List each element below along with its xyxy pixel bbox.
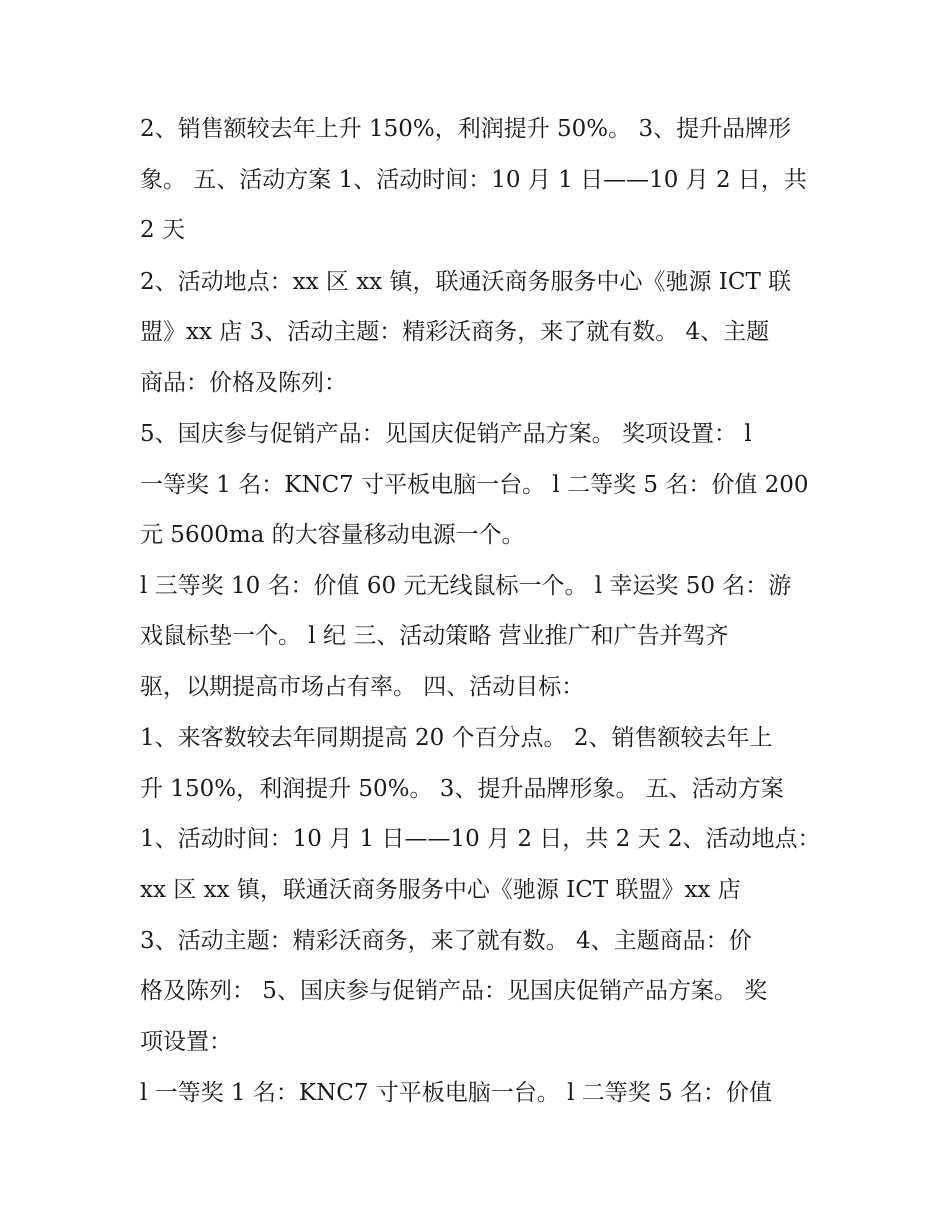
text-line: 象。 五、活动方案 1、活动时间：10 月 1 日——10 月 2 日，共	[140, 167, 807, 193]
text-line: xx 区 xx 镇，联通沃商务服务中心《驰源 ICT 联盟》xx 店	[140, 877, 741, 903]
text-line: 一等奖 1 名：KNC7 寸平板电脑一台。 l 二等奖 5 名：价值 200	[140, 472, 809, 498]
text-line: 2、活动地点：xx 区 xx 镇，联通沃商务服务中心《驰源 ICT 联	[140, 269, 792, 295]
text-line: 驱，以期提高市场占有率。 四、活动目标：	[140, 674, 585, 700]
text-line: 升 150%，利润提升 50%。 3、提升品牌形象。 五、活动方案	[140, 776, 784, 802]
text-line: 1、来客数较去年同期提高 20 个百分点。 2、销售额较去年上	[140, 725, 773, 751]
text-line: 盟》xx 店 3、活动主题：精彩沃商务，来了就有数。 4、主题	[140, 319, 770, 345]
text-line: 元 5600ma 的大容量移动电源一个。	[140, 522, 525, 548]
text-line: 2 天	[140, 217, 185, 243]
text-line: l 三等奖 10 名：价值 60 元无线鼠标一个。 l 幸运奖 50 名：游	[140, 573, 792, 599]
text-line: 戏鼠标垫一个。 l 纪 三、活动策略 营业推广和广告并驾齐	[140, 623, 729, 649]
text-line: 5、国庆参与促销产品：见国庆促销产品方案。 奖项设置： l	[140, 421, 752, 447]
text-line: 3、活动主题：精彩沃商务，来了就有数。 4、主题商品：价	[140, 928, 752, 954]
text-line: 格及陈列： 5、国庆参与促销产品：见国庆促销产品方案。 奖	[140, 978, 768, 1004]
text-line: 商品：价格及陈列：	[140, 370, 347, 396]
text-line: 1、活动时间：10 月 1 日——10 月 2 日，共 2 天 2、活动地点：	[140, 826, 821, 852]
text-line: 项设置：	[140, 1029, 232, 1055]
text-line: 2、销售额较去年上升 150%，利润提升 50%。 3、提升品牌形	[140, 116, 792, 142]
text-line: l 一等奖 1 名：KNC7 寸平板电脑一台。 l 二等奖 5 名：价值	[140, 1080, 773, 1106]
